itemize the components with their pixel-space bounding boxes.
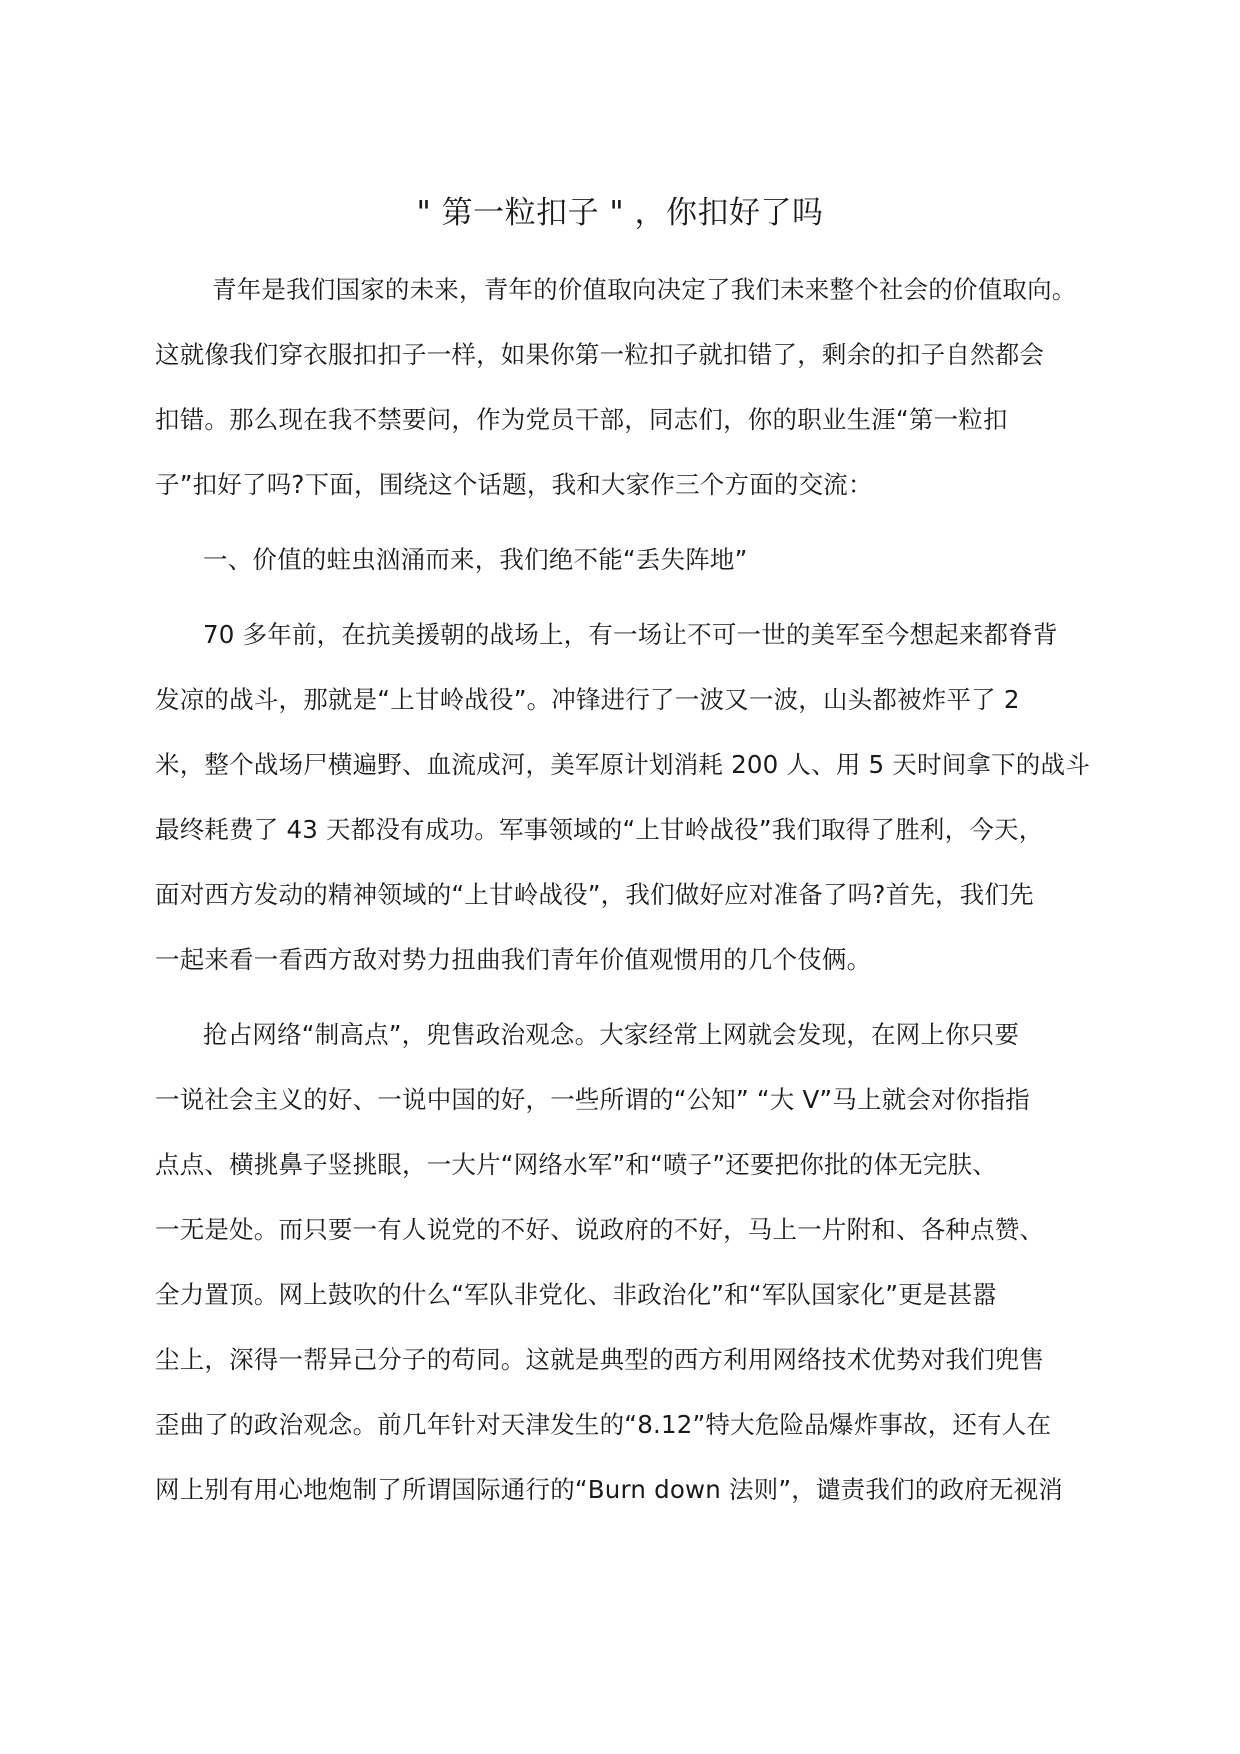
paragraph-3-line-6: 尘上，深得一帮异己分子的苟同。这就是典型的西方利用网络技术优势对我们兜售 — [155, 1345, 1045, 1374]
paragraph-3-line-8: 网上别有用心地炮制了所谓国际通行的“Burn down 法则”，谴责我们的政府无视消 — [155, 1475, 1063, 1504]
paragraph-3-line-7: 歪曲了的政治观念。前几年针对天津发生的“8.12”特大危险品爆炸事故，还有人在 — [155, 1410, 1052, 1439]
document-title: " 第一粒扣子 " ，你扣好了吗 — [416, 195, 824, 231]
paragraph-1-line-1: 青年是我们国家的未来，青年的价值取向决定了我们未来整个社会的价值取向。 — [212, 275, 1077, 304]
paragraph-2-line-5: 面对西方发动的精神领域的“上甘岭战役”，我们做好应对准备了吗?首先，我们先 — [155, 880, 1034, 909]
paragraph-3-line-5: 全力置顶。网上鼓吹的什么“军队非党化、非政治化”和“军队国家化”更是甚嚣 — [155, 1280, 997, 1309]
paragraph-1-line-4: 子”扣好了吗?下面，围绕这个话题，我和大家作三个方面的交流： — [155, 470, 873, 499]
section-heading-1: 一、价值的蛀虫汹涌而来，我们绝不能“丢失阵地” — [203, 545, 748, 574]
paragraph-3-line-4: 一无是处。而只要一有人说党的不好、说政府的不好，马上一片附和、各种点赞、 — [155, 1215, 1045, 1244]
paragraph-3-line-3: 点点、横挑鼻子竖挑眼，一大片“网络水军”和“喷子”还要把你批的体无完肤、 — [155, 1150, 997, 1179]
paragraph-3-line-2: 一说社会主义的好、一说中国的好，一些所谓的“公知” “大 V”马上就会对你指指 — [155, 1085, 1030, 1114]
paragraph-2-line-4: 最终耗费了 43 天都没有成功。军事领域的“上甘岭战役”我们取得了胜利，今天， — [155, 815, 1044, 844]
paragraph-1-line-3: 扣错。那么现在我不禁要问，作为党员干部，同志们，你的职业生涯“第一粒扣 — [155, 405, 1008, 434]
paragraph-2-line-6: 一起来看一看西方敌对势力扭曲我们青年价值观惯用的几个伎俩。 — [155, 945, 872, 974]
paragraph-2-line-2: 发凉的战斗，那就是“上甘岭战役”。冲锋进行了一波又一波，山头都被炸平了 2 — [155, 685, 1020, 714]
paragraph-3-line-1: 抢占网络“制高点”，兜售政治观念。大家经常上网就会发现，在网上你只要 — [203, 1020, 1020, 1049]
paragraph-1-line-2: 这就像我们穿衣服扣扣子一样，如果你第一粒扣子就扣错了，剩余的扣子自然都会 — [155, 340, 1045, 369]
paragraph-2-line-3: 米，整个战场尸横遍野、血流成河，美军原计划消耗 200 人、用 5 天时间拿下的战斗 — [155, 750, 1090, 779]
paragraph-2-line-1: 70 多年前，在抗美援朝的战场上，有一场让不可一世的美军至今想起来都脊背 — [203, 620, 1058, 649]
